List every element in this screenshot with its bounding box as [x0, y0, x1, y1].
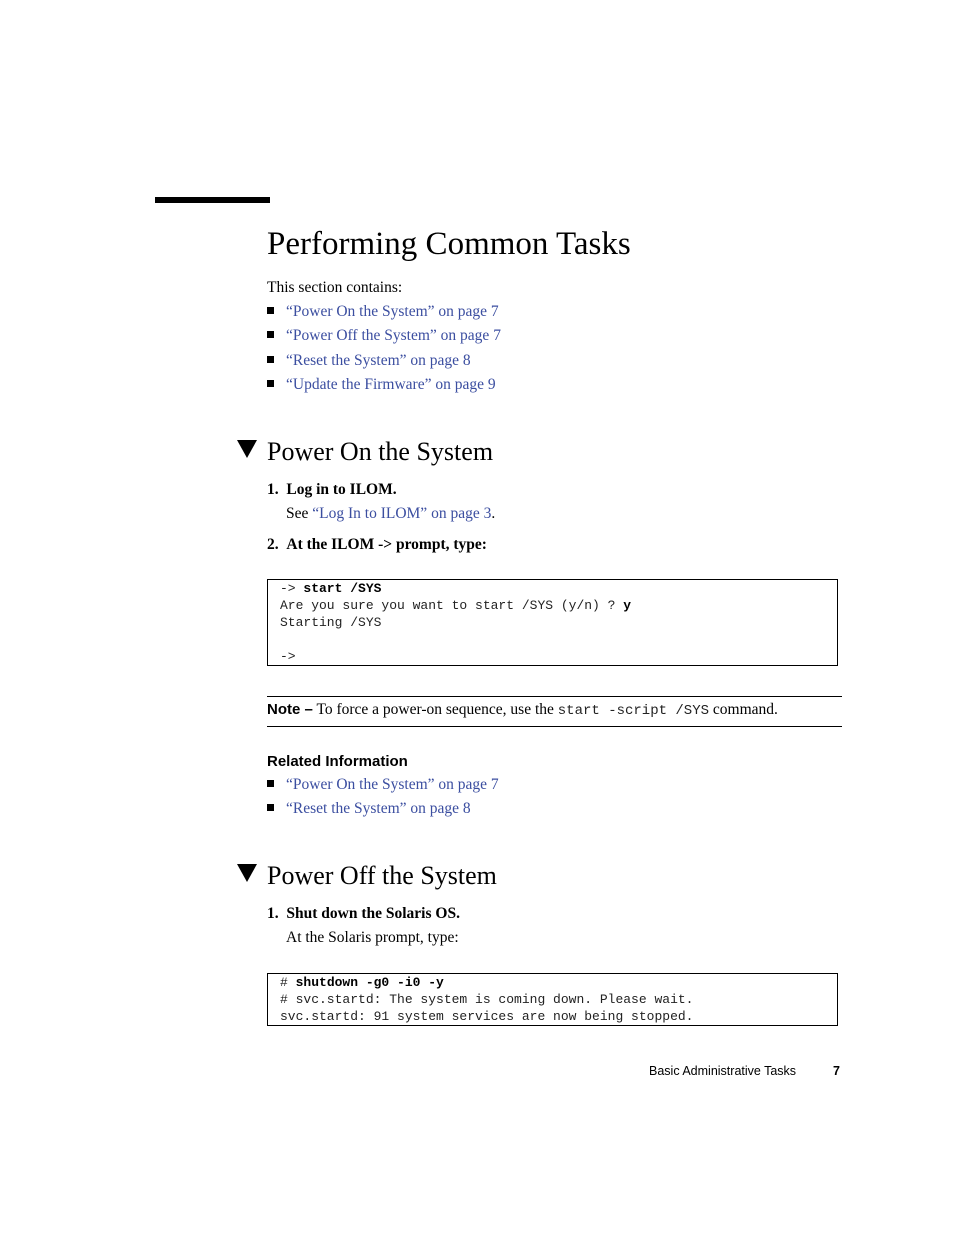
see-prefix: See	[286, 505, 313, 522]
code-output: Are you sure you want to start /SYS (y/n) ?	[280, 598, 624, 613]
note-text: To force a power-on sequence, use the	[312, 701, 558, 718]
related-link-reset[interactable]: “Reset the System” on page 8	[286, 800, 471, 817]
bullet-icon	[267, 804, 274, 811]
step-1	[267, 904, 460, 924]
instruction-text: At the Solaris prompt, type:	[286, 929, 459, 946]
step-number: 1.	[267, 905, 279, 922]
toc-link-update-firmware[interactable]: “Update the Firmware” on page 9	[286, 376, 496, 393]
note	[267, 700, 778, 721]
code-prompt: #	[280, 975, 296, 990]
step-number: 1.	[267, 481, 279, 498]
bullet-icon	[267, 331, 274, 338]
triangle-down-icon	[237, 440, 257, 458]
code-command: start /SYS	[303, 581, 382, 596]
see-suffix: .	[491, 505, 496, 522]
code-line-empty	[268, 631, 837, 648]
note-label: Note –	[267, 701, 313, 718]
step-number: 2.	[267, 536, 279, 553]
code-line	[268, 597, 837, 614]
note-rule-top	[267, 696, 842, 697]
list-item	[267, 775, 499, 795]
code-line: Starting /SYS	[280, 615, 382, 630]
toc-link-power-on[interactable]: “Power On the System” on page 7	[286, 303, 499, 320]
note-text-end: command.	[709, 701, 778, 718]
step-text: Shut down the Solaris OS.	[286, 905, 460, 922]
see-reference	[286, 504, 495, 524]
chapter-rule	[155, 197, 270, 203]
code-line: svc.startd: 91 system services are now being stopped.	[280, 1009, 694, 1024]
list-item	[267, 799, 471, 819]
toc-link-reset[interactable]: “Reset the System” on page 8	[286, 352, 471, 369]
page-number: 7	[833, 1064, 840, 1078]
related-link-power-on[interactable]: “Power On the System” on page 7	[286, 776, 499, 793]
list-item	[267, 302, 499, 322]
code-block-shutdown	[267, 973, 838, 1026]
code-block-start-sys	[267, 579, 838, 666]
page-title: Performing Common Tasks	[267, 226, 631, 262]
log-in-link[interactable]: “Log In to ILOM” on page 3	[312, 505, 492, 522]
section-heading-power-off	[237, 859, 497, 893]
note-command: start -script /SYS	[557, 703, 710, 719]
step-2	[267, 535, 487, 555]
bullet-icon	[267, 380, 274, 387]
section-heading-text: Power Off the System	[267, 861, 497, 890]
code-answer: y	[623, 598, 632, 613]
code-command: shutdown -g0 -i0 -y	[295, 975, 444, 990]
intro-text: This section contains:	[267, 279, 403, 296]
code-prompt: ->	[280, 581, 304, 596]
section-heading-power-on	[237, 435, 493, 469]
list-item	[267, 351, 471, 371]
triangle-down-icon	[237, 864, 257, 882]
bullet-icon	[267, 780, 274, 787]
step-text: Log in to ILOM.	[286, 481, 397, 498]
code-line: ->	[280, 649, 296, 664]
step-text: At the ILOM -> prompt, type:	[286, 536, 487, 553]
code-line	[268, 580, 837, 597]
code-line	[268, 974, 837, 991]
list-item	[267, 326, 501, 346]
bullet-icon	[267, 356, 274, 363]
footer-section-title: Basic Administrative Tasks	[649, 1064, 797, 1078]
code-line: # svc.startd: The system is coming down. Please wait.	[280, 992, 694, 1007]
section-heading-text: Power On the System	[267, 437, 494, 466]
bullet-icon	[267, 307, 274, 314]
note-rule-bottom	[267, 726, 842, 727]
list-item	[267, 375, 496, 395]
related-information-heading: Related Information	[267, 753, 408, 770]
toc-link-power-off[interactable]: “Power Off the System” on page 7	[286, 327, 501, 344]
step-1	[267, 480, 397, 500]
